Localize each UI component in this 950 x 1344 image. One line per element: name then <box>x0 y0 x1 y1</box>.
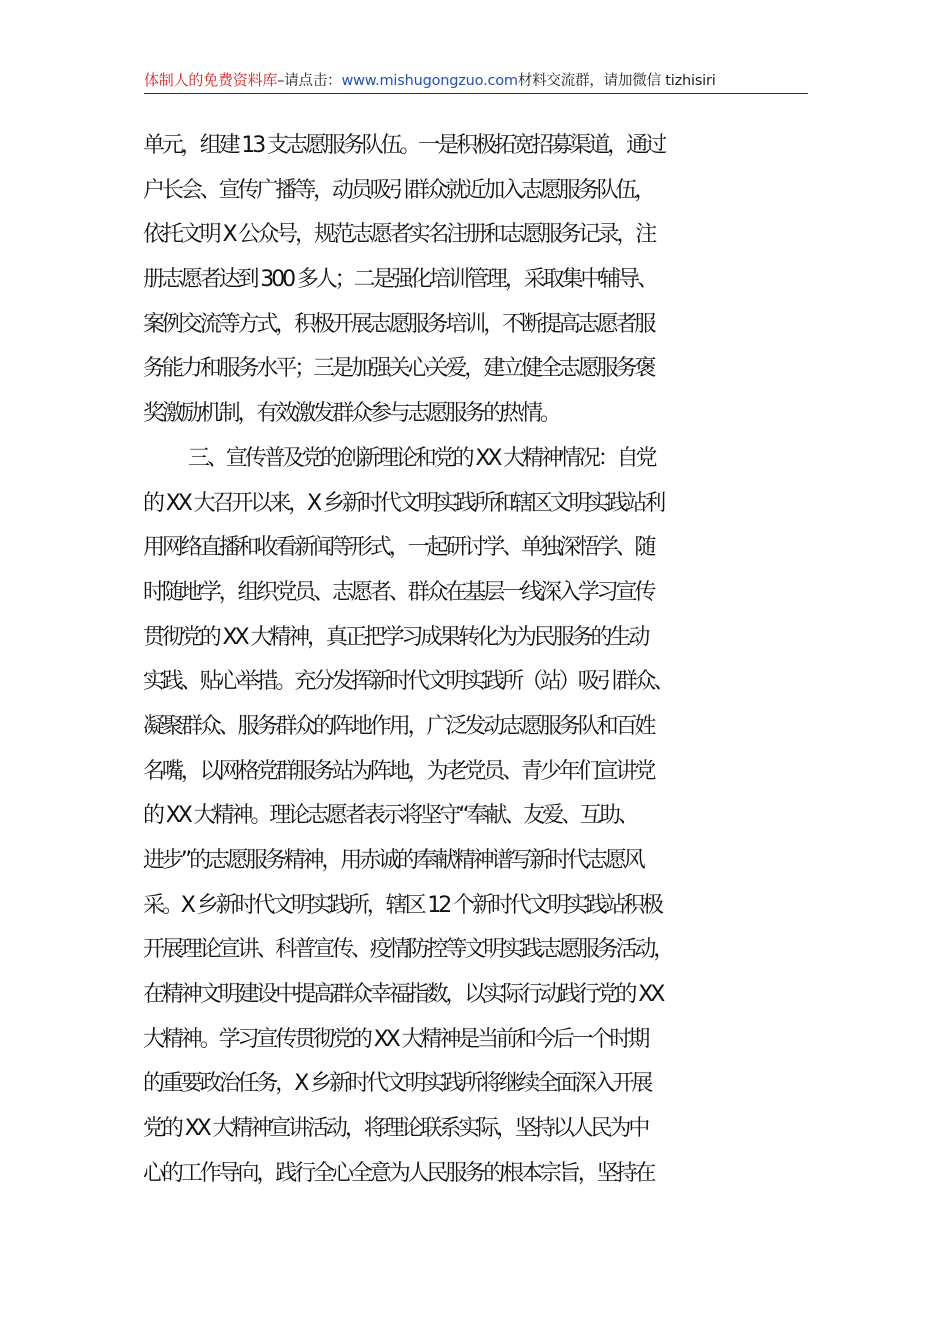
text-line: 的重要政治任务，X 乡新时代文明实践所将继续全面深入开展 <box>143 1071 651 1097</box>
text-line: 名嘴，以网格党群服务站为阵地，为老党员、青少年们宣讲党 <box>143 758 654 784</box>
page-header <box>144 70 808 94</box>
text-line: 进步”的志愿服务精神，用赤诚的奉献精神谱写新时代志愿风 <box>143 848 643 873</box>
text-line: 党的 XX 大精神宣讲活动，将理论联系实际，坚持以人民为中 <box>143 1116 648 1142</box>
site-link[interactable]: www.mishugongzuo.com <box>341 73 518 89</box>
text-line: 依托文明 X 公众号，规范志愿者实名注册和志愿服务记录，注 <box>143 222 655 248</box>
text-line: 凝聚群众、服务群众的阵地作用，广泛发动志愿服务队和百姓 <box>143 713 654 739</box>
text-line: 贯彻党的 XX 大精神，真正把学习成果转化为为民服务的生动 <box>143 624 648 650</box>
section-heading-line: 三、宣传普及党的创新理论和党的 XX 大精神情况：自党 <box>188 445 655 471</box>
text-line: 户长会、宣传广播等，动员吸引群众就近加入志愿服务队伍， <box>143 177 654 203</box>
text-line: 开展理论宣讲、科普宣传、疫情防控等文明实践志愿服务活动， <box>143 937 673 963</box>
header-divider <box>144 93 808 94</box>
text-line: 单元，组建 13 支志愿服务队伍。一是积极拓宽招募渠道，通过 <box>143 133 664 158</box>
text-line: 的 XX 大精神。理论志愿者表示将坚守“奉献、友爱、互助、 <box>143 803 637 829</box>
text-line: 册志愿者达到 300 多人；二是强化培训管理，采取集中辅导、 <box>143 267 656 293</box>
text-line: 的 XX 大召开以来，X 乡新时代文明实践所和辖区文明实践站利 <box>143 490 664 516</box>
text-line: 大精神。学习宣传贯彻党的 XX 大精神是当前和今后一个时期 <box>143 1026 648 1052</box>
text-line: 采。X 乡新时代文明实践所，辖区 12 个新时代文明实践站积极 <box>143 892 661 918</box>
text-line: 案例交流等方式，积极开展志愿服务培训，不断提高志愿者服 <box>143 311 654 337</box>
header-note: 材料交流群，请加微信 tizhisiri <box>517 73 716 89</box>
text-line: 实践、贴心举措。充分发挥新时代文明实践所（站）吸引群众、 <box>143 669 673 695</box>
text-line: 奖激励机制，有效激发群众参与志愿服务的热情。 <box>143 401 559 427</box>
header-prompt: –请点击： <box>277 73 342 89</box>
text-line: 在精神文明建设中提高群众幸福指数，以实际行动践行党的 XX <box>143 982 663 1008</box>
text-line: 用网络直播和收看新闻等形式，一起研讨学、单独深悟学、随 <box>143 535 654 561</box>
text-line: 心的工作导向，践行全心全意为人民服务的根本宗旨，坚持在 <box>143 1160 654 1186</box>
site-name: 体制人的免费资料库 <box>144 71 278 89</box>
document-body <box>143 124 813 1197</box>
text-line: 时随地学，组织党员、志愿者、群众在基层一线深入学习宣传 <box>143 579 654 605</box>
text-line: 务能力和服务水平；三是加强关心关爱，建立健全志愿服务褒 <box>143 356 654 382</box>
